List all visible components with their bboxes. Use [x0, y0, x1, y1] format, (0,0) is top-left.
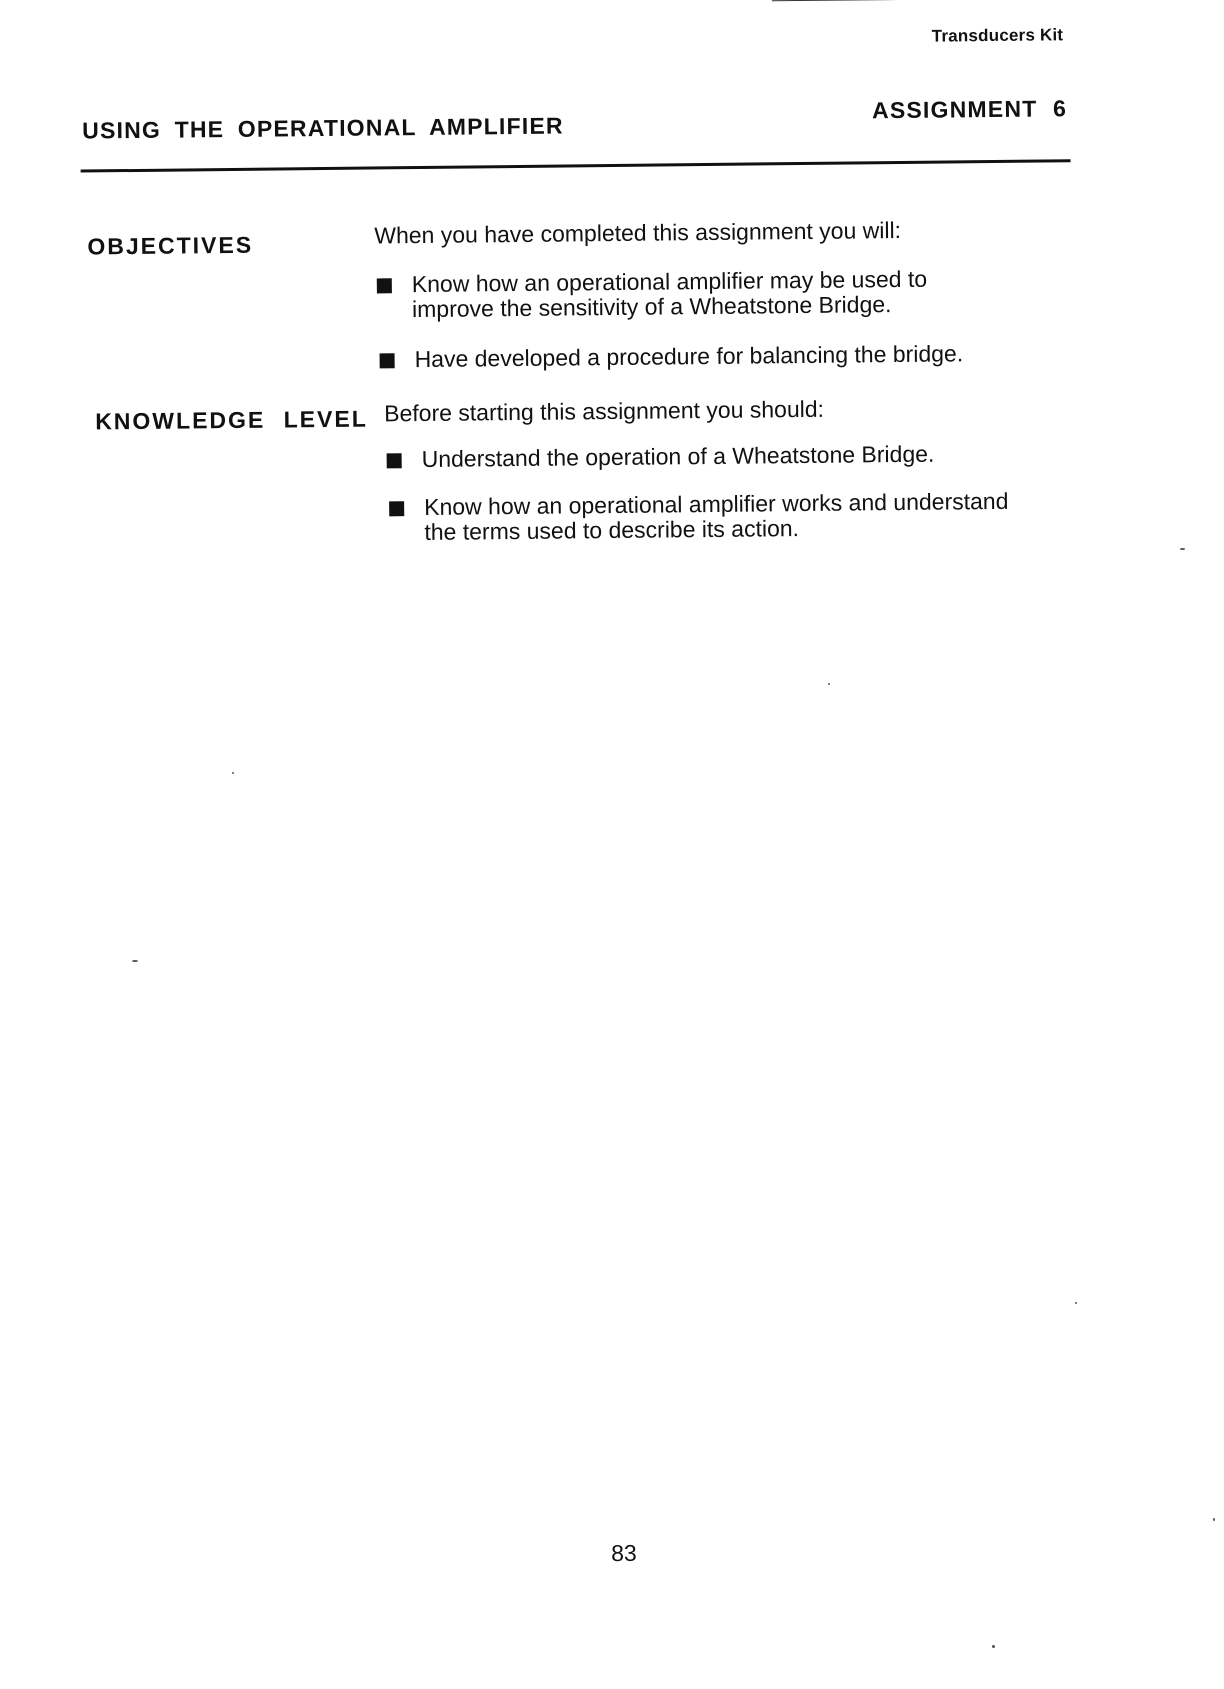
top-edge-line	[772, 0, 982, 1]
assignment-number: ASSIGNMENT 6	[871, 95, 1068, 124]
objective-text: Know how an operational amplifier may be used to improve the sensitivity of a Wheatstone Bridge.	[411, 265, 928, 323]
knowledge-text: Know how an operational amplifier works and understand the terms used to describe its action.	[424, 487, 1009, 545]
bullet-square-icon	[389, 501, 404, 516]
header-divider	[81, 159, 1071, 172]
objective-text: Have developed a procedure for balancing the bridge.	[414, 340, 964, 373]
list-item	[387, 440, 1087, 472]
scan-speck	[1213, 1518, 1215, 1521]
objectives-label: OBJECTIVES	[87, 231, 254, 260]
list-item	[389, 488, 1109, 546]
list-item	[377, 265, 1077, 322]
scan-speck	[1075, 1302, 1077, 1304]
scan-speck	[1180, 548, 1185, 550]
bullet-square-icon	[377, 278, 392, 293]
objectives-lead: When you have completed this assignment you will:	[374, 216, 902, 249]
scan-speck	[828, 683, 830, 685]
scan-speck	[132, 960, 138, 962]
section-title: USING THE OPERATIONAL AMPLIFIER	[82, 112, 564, 144]
kit-title: Transducers Kit	[931, 25, 1064, 46]
knowledge-level-label: KNOWLEDGE LEVEL	[95, 405, 368, 435]
scan-speck	[232, 772, 234, 774]
bullet-square-icon	[380, 353, 395, 368]
page-number: 83	[610, 1539, 637, 1567]
list-item	[379, 340, 1079, 372]
bullet-square-icon	[387, 453, 402, 468]
knowledge-lead: Before starting this assignment you should:	[384, 395, 825, 427]
knowledge-text: Understand the operation of a Wheatstone Bridge.	[421, 440, 935, 473]
scan-speck	[992, 1645, 995, 1648]
